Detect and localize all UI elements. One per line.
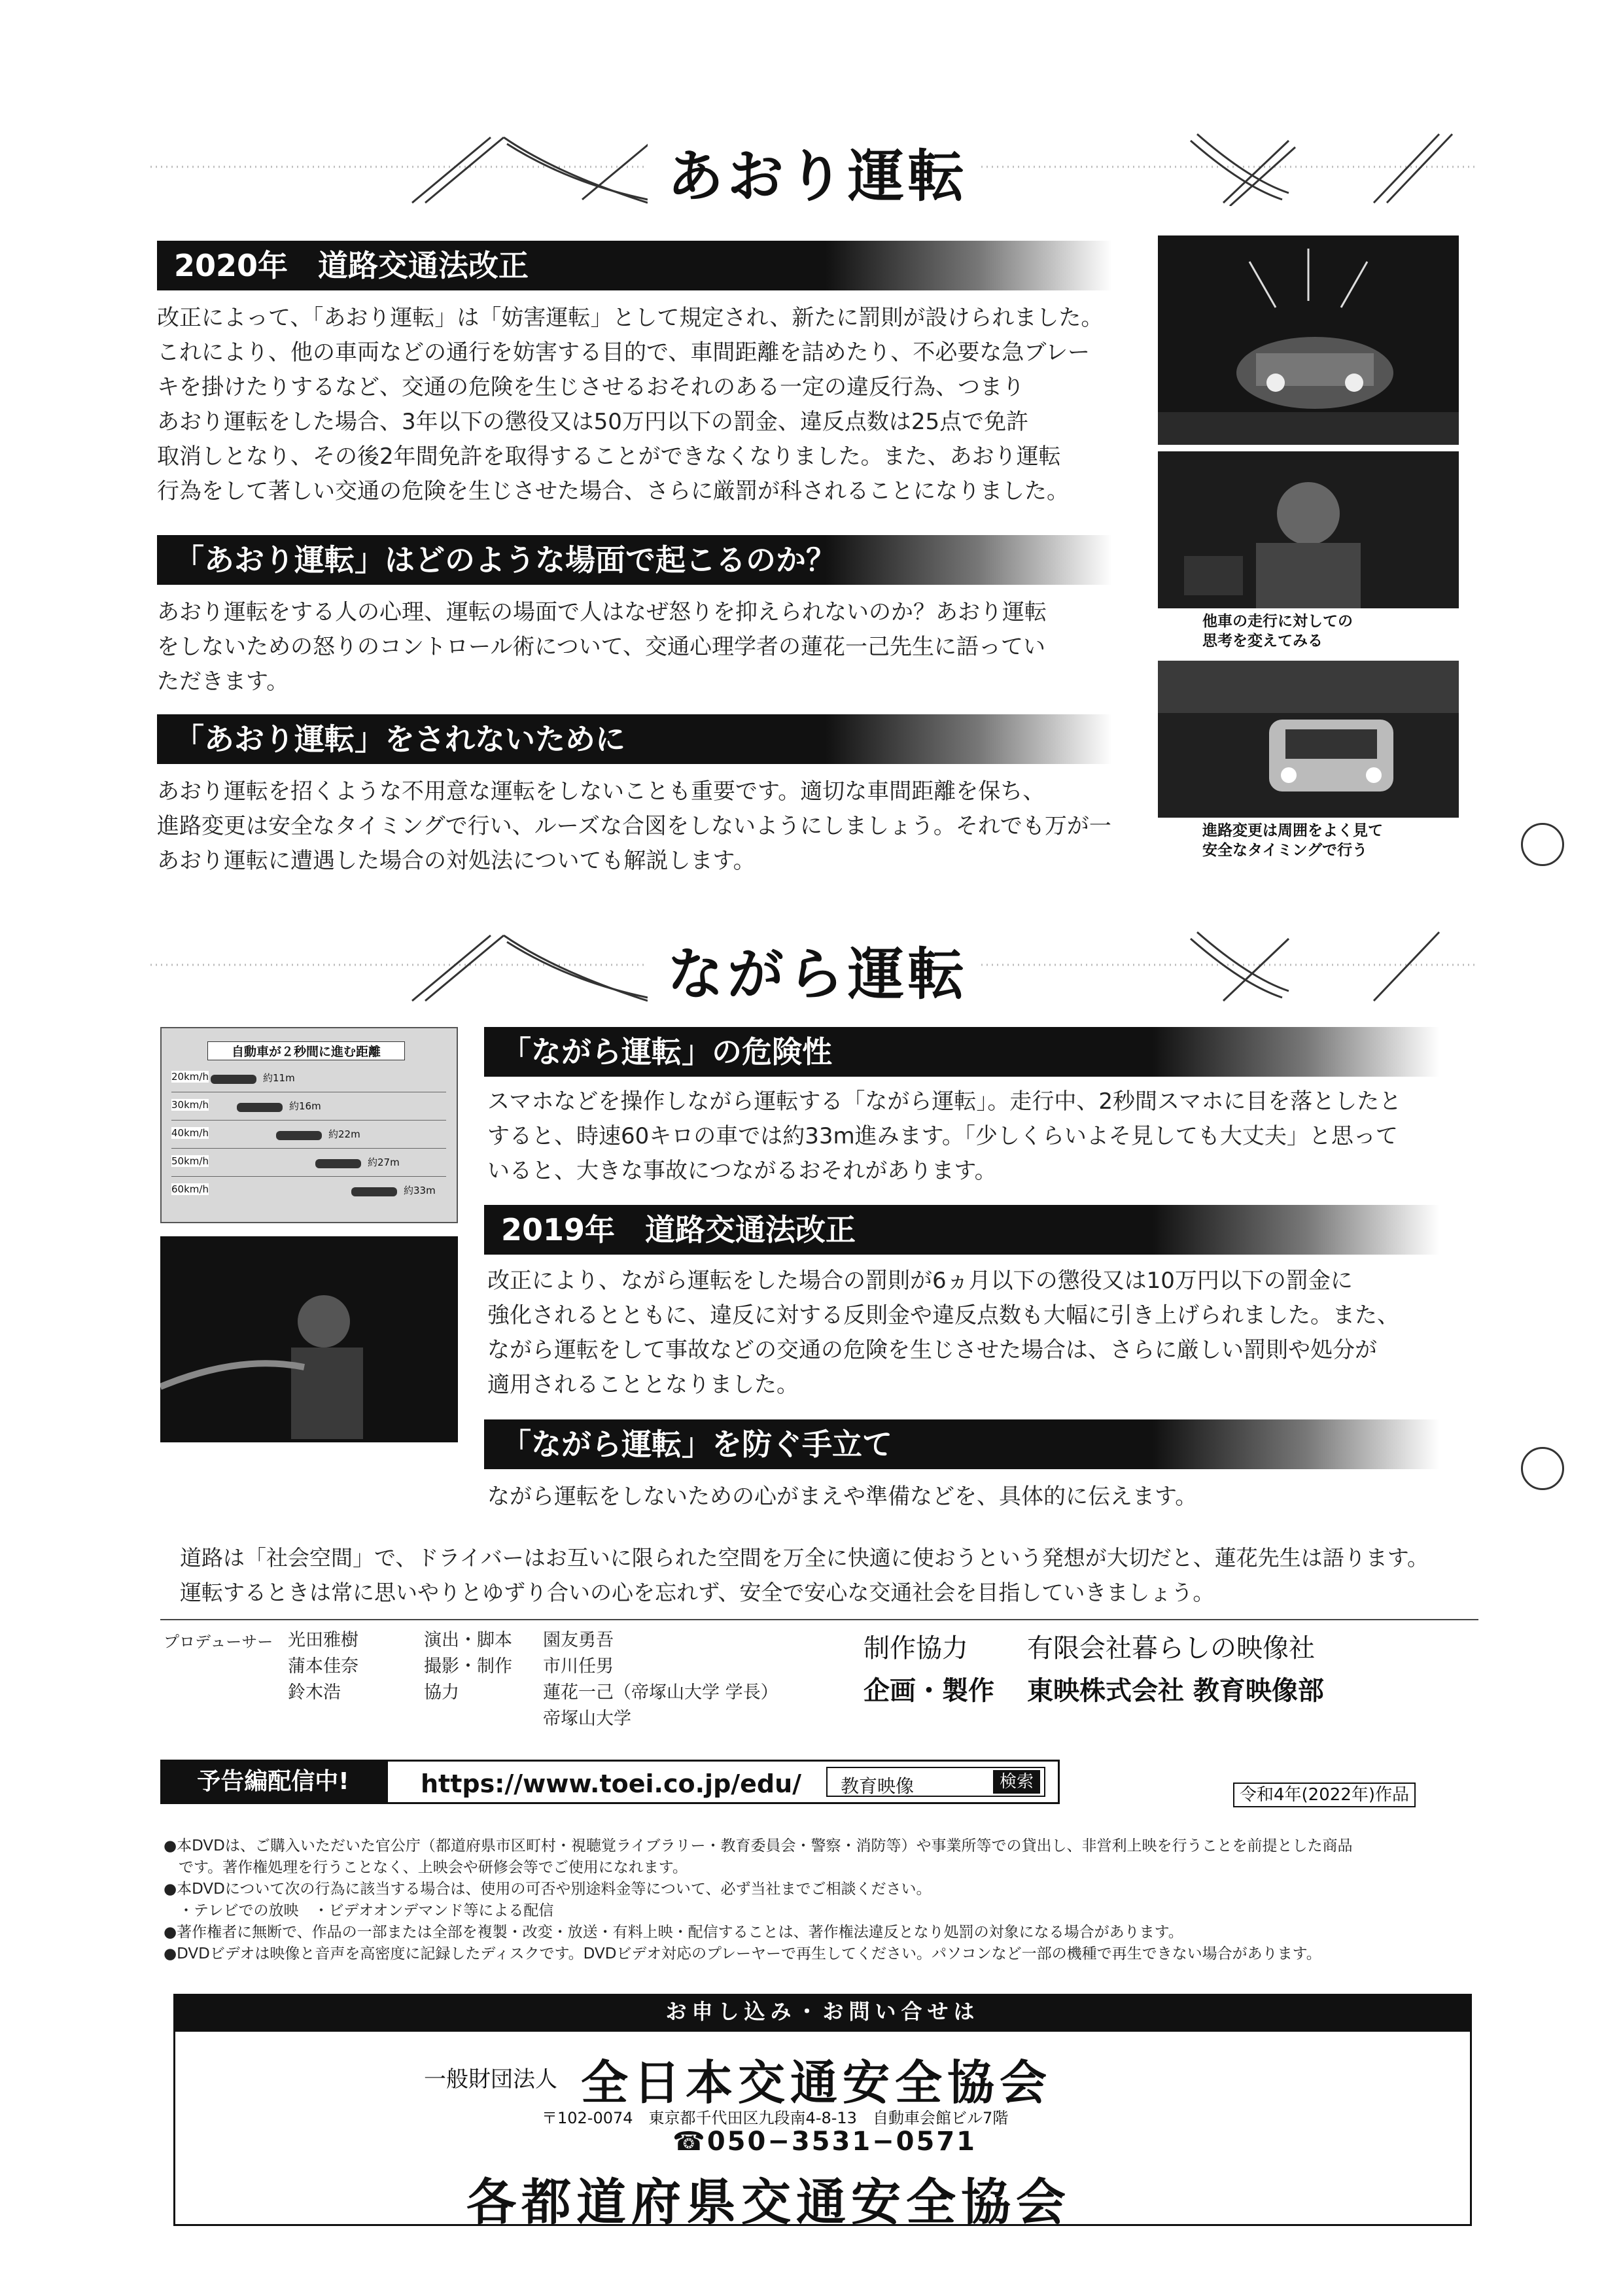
caption-line: 安全なタイミングで行う — [1202, 842, 1368, 859]
paragraph-2019-law — [487, 1264, 1469, 1402]
caption-change-thinking — [1202, 612, 1464, 651]
summary-text — [180, 1540, 1488, 1610]
caption-lane-change — [1202, 821, 1464, 860]
credit-line: 鈴木浩 — [288, 1682, 341, 1703]
photo-lane-change — [1158, 661, 1459, 818]
diagram-row — [171, 1064, 446, 1092]
text-line: あおり運転をした場合、3年以下の懲役又は50万円以下の罰金、違反点数は25点で免許 — [157, 409, 1029, 435]
text-line: 改正により、ながら運転をした場合の罰則が6ヵ月以下の懲役又は10万円以下の罰金に — [487, 1268, 1353, 1294]
diagram-row — [171, 1092, 446, 1121]
diagram-row — [171, 1149, 446, 1177]
text-line: 改正によって、「あおり運転」は「妨害運転」として規定され、新たに罰則が設けられました。 — [157, 305, 1104, 331]
binder-hole — [1521, 1447, 1564, 1490]
credit-line: 市川任男 — [543, 1656, 614, 1677]
search-text: 教育映像 — [841, 1775, 915, 1797]
speed-label: 40km/h — [171, 1127, 209, 1139]
note-line: です。著作権処理を行うことなく、上映会や研修会等でご使用になれます。 — [164, 1859, 688, 1876]
credit-line: 蓮花一己（帝塚山大学 学長） — [543, 1682, 778, 1703]
search-box[interactable] — [826, 1767, 1045, 1797]
org-prefix: 一般財団法人 — [424, 2066, 557, 2093]
credit-line: 協力 — [424, 1682, 459, 1703]
coop-label: 制作協力 — [864, 1633, 968, 1663]
distance-label: 約22m — [328, 1128, 360, 1140]
trailer-link-box[interactable] — [386, 1760, 1060, 1804]
text-line: あおり運転をする人の心理、運転の場面で人はなぜ怒りを抑えられないのか？あおり運転 — [157, 599, 1047, 625]
title-decoration-right — [981, 926, 1478, 1004]
trailer-url[interactable]: https://www.toei.co.jp/edu/ — [421, 1769, 802, 1798]
note-line: ●著作権者に無断で、作品の一部または全部を複製・改変・放送・有料上映・配信することは、著作権法違反となり処罰の対象になる場合があります。 — [164, 1924, 1183, 1941]
diagram-rows — [171, 1064, 446, 1204]
coop-name: 有限会社暮らしの映像社 — [1027, 1633, 1315, 1663]
credit-line: 演出・脚本 — [424, 1630, 512, 1650]
paragraph-prevent-nagara: ながら運転をしないための心がまえや準備などを、具体的に伝えます。 — [487, 1484, 1198, 1510]
text-line: これにより、他の車両などの通行を妨害する目的で、車間距離を詰めたり、不必要な急ブレー — [157, 339, 1090, 366]
heading-avoid-aori: 「あおり運転」をされないために — [157, 714, 1112, 764]
distance-label: 約11m — [263, 1072, 295, 1084]
text-line: 行為をして著しい交通の危険を生じさせた場合、さらに厳罰が科されることになりました。 — [157, 478, 1069, 504]
heading-2019-law: 2019年 道路交通法改正 — [484, 1205, 1439, 1255]
note-line: ●DVDビデオは映像と音声を高密度に記録したディスクです。DVDビデオ対応のプレーヤーで再生してください。パソコンなど一部の機種で再生できない場合があります。 — [164, 1945, 1321, 1962]
note-line: ●本DVDについて次の行為に該当する場合は、使用の可否や別途料金等について、必ず当社までご相談ください。 — [164, 1881, 932, 1898]
production-year: 令和4年(2022年)作品 — [1233, 1783, 1416, 1807]
divider — [160, 1619, 1478, 1620]
caption-line: 思考を変えてみる — [1202, 633, 1323, 650]
credit-line: 光田雅樹 — [288, 1630, 358, 1650]
text-line: 強化されるとともに、違反に対する反則金や違反点数も大幅に引き上げられました。また、 — [487, 1302, 1399, 1329]
speed-label: 50km/h — [171, 1155, 209, 1167]
distance-diagram — [160, 1027, 458, 1223]
text-line: あおり運転に遭遇した場合の対処法についても解説します。 — [157, 848, 756, 874]
text-line: キを掛けたりするなど、交通の危険を生じさせるおそれのある一定の違反行為、つまり — [157, 374, 1024, 400]
photo-angry-driver — [1158, 451, 1459, 608]
trailer-label: 予告編配信中! — [160, 1760, 386, 1804]
distance-label: 約16m — [289, 1100, 321, 1112]
paragraph-nagara-danger — [487, 1085, 1469, 1189]
paragraph-2020-law — [157, 301, 1138, 509]
producer-label: プロデューサー — [164, 1633, 273, 1651]
car-icon — [351, 1187, 397, 1196]
contact-header: お申し込み・お問い合せは — [173, 1994, 1472, 2030]
speed-label: 60km/h — [171, 1183, 209, 1195]
car-icon — [237, 1103, 283, 1112]
search-button[interactable]: 検索 — [993, 1770, 1040, 1794]
car-icon — [315, 1159, 361, 1168]
text-line: をしないための怒りのコントロール術について、交通心理学者の蓮花一己先生に語ってい — [157, 634, 1045, 660]
text-line: ただきます。 — [157, 669, 289, 695]
caption-line: 他車の走行に対しての — [1202, 613, 1353, 630]
plan-name: 東映株式会社 教育映像部 — [1027, 1676, 1324, 1706]
credit-names — [543, 1627, 778, 1732]
text-line: スマホなどを操作しながら運転する「ながら運転」。走行中、2秒間スマホに目を落としたと — [487, 1088, 1402, 1115]
photo-phone-driver — [160, 1236, 458, 1442]
credit-line: 蒲本佳奈 — [288, 1656, 358, 1677]
paragraph-aori-scenes — [157, 595, 1138, 699]
org-name: 全日本交通安全協会 — [581, 2055, 1053, 2110]
binder-hole — [1521, 823, 1564, 866]
speed-label: 30km/h — [171, 1099, 209, 1111]
usage-notes — [164, 1835, 1352, 1965]
credit-line: 撮影・制作 — [424, 1656, 512, 1677]
car-icon — [276, 1131, 322, 1140]
paragraph-avoid-aori — [157, 774, 1138, 878]
heading-nagara-danger: 「ながら運転」の危険性 — [484, 1027, 1439, 1077]
credit-line: 帝塚山大学 — [543, 1709, 631, 1729]
text-line: 道路は「社会空間」で、ドライバーはお互いに限られた空間を万全に快適に使おうという発想が大切だと、蓮花先生は語ります。 — [180, 1545, 1429, 1571]
text-line: 進路変更は安全なタイミングで行い、ルーズな合図をしないようにしましょう。それでも万が一 — [157, 813, 1111, 839]
diagram-row — [171, 1121, 446, 1149]
contact-box — [173, 2030, 1472, 2231]
car-icon — [211, 1075, 256, 1084]
section-title-aori: あおり運転 — [667, 143, 968, 209]
credit-line: 園友勇吾 — [543, 1630, 614, 1650]
org-address: 〒102-0074 東京都千代田区九段南4-8-13 自動車会館ビル7階 — [542, 2109, 1009, 2127]
text-line: 取消しとなり、その後2年間免許を取得することができなくなりました。また、あおり運転 — [157, 444, 1061, 470]
note-line: ●本DVDは、ご購入いただいた官公庁（都道府県市区町村・視聴覚ライブラリー・教育委員会・警察・消防等）や事業所等での貸出し、非営利上映を行うことを前提とした商品 — [164, 1837, 1353, 1854]
title-decoration-right — [981, 128, 1478, 206]
text-line: 運転するときは常に思いやりとゆずり合いの心を忘れず、安全で安心な交通社会を目指していきましょう。 — [180, 1580, 1215, 1605]
text-line: すると、時速60キロの車では約33m進みます。「少しくらいよそ見しても大丈夫」と思って — [487, 1123, 1398, 1149]
section-title-nagara: ながら運転 — [667, 941, 968, 1007]
caption-line: 進路変更は周囲をよく見て — [1202, 822, 1383, 839]
org-phone: ☎050−3531−0571 — [672, 2127, 977, 2157]
text-line: ながら運転をして事故などの交通の危険を生じさせた場合は、さらに厳しい罰則や処分が — [487, 1337, 1377, 1363]
heading-aori-scenes: 「あおり運転」はどのような場面で起こるのか？ — [157, 535, 1112, 585]
distance-label: 約33m — [404, 1185, 436, 1196]
plan-label: 企画・製作 — [864, 1676, 994, 1706]
heading-2020-law: 2020年 道路交通法改正 — [157, 241, 1112, 290]
heading-prevent-nagara: 「ながら運転」を防ぐ手立て — [484, 1419, 1439, 1469]
regional-associations: 各都道府県交通安全協会 — [466, 2173, 1071, 2231]
photo-tailgating-car — [1158, 235, 1459, 445]
text-line: 適用されることとなりました。 — [487, 1372, 799, 1398]
diagram-title: 自動車が２秒間に進む距離 — [207, 1041, 405, 1060]
distance-label: 約27m — [368, 1157, 400, 1168]
title-decoration-left — [150, 926, 648, 1004]
credit-roles — [424, 1627, 512, 1706]
producer-names — [288, 1627, 358, 1706]
speed-label: 20km/h — [171, 1071, 209, 1083]
text-line: あおり運転を招くような不用意な運転をしないことも重要です。適切な車間距離を保ち、 — [157, 778, 1045, 805]
text-line: いると、大きな事故につながるおそれがあります。 — [487, 1158, 997, 1184]
title-decoration-left — [150, 128, 648, 206]
note-line: ・テレビでの放映 ・ビデオオンデマンド等による配信 — [164, 1902, 554, 1919]
diagram-row — [171, 1177, 446, 1204]
